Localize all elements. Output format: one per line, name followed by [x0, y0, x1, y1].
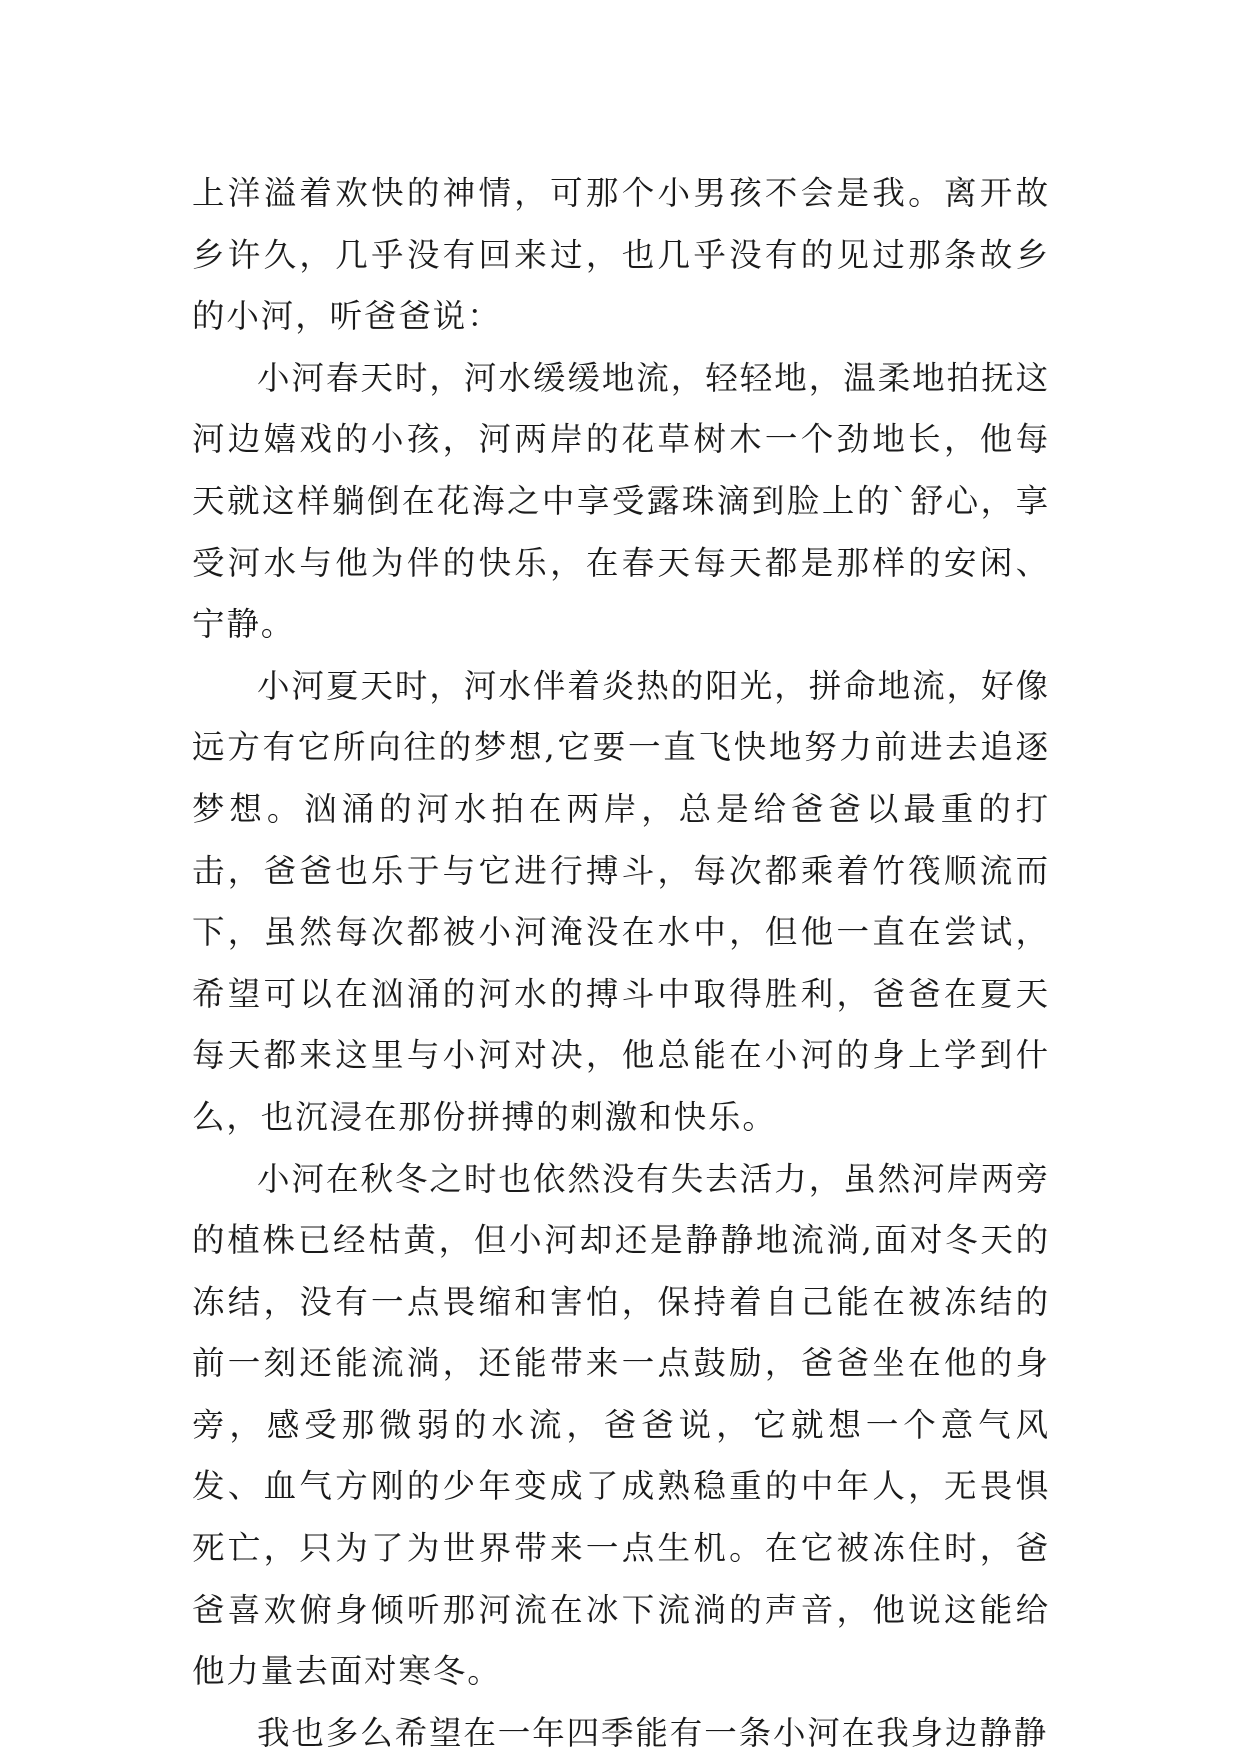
body-text	[192, 163, 1050, 1764]
paragraph-4: 小河在秋冬之时也依然没有失去活力，虽然河岸两旁的植株已经枯黄，但小河却还是静静地流淌,面对冬天的冻结，没有一点畏缩和害怕，保持着自己能在被冻结的前一刻还能流淌，还能带来一点鼓励，爸爸坐在他的身旁，感受那微弱的水流，爸爸说，它就想一个意气风发、血气方刚的少年变成了成熟稳重的中年人，无畏惧死亡，只为了为世界带来一点生机。在它被冻住时，爸爸喜欢俯身倾听那河流在冰下流淌的声音，他说这能给他力量去面对寒冬。	[192, 1159, 1050, 1691]
paragraph-3: 小河夏天时，河水伴着炎热的阳光，拼命地流，好像远方有它所向往的梦想,它要一直飞快地努力前进去追逐梦想。汹涌的河水拍在两岸，总是给爸爸以最重的打击，爸爸也乐于与它进行搏斗，每次都乘着竹筏顺流而下，虽然每次都被小河淹没在水中，但他一直在尝试，希望可以在汹涌的河水的搏斗中取得胜利，爸爸在夏天每天都来这里与小河对决，他总能在小河的身上学到什么，也沉浸在那份拼搏的刺激和快乐。	[192, 666, 1050, 1136]
paragraph-5: 我也多么希望在一年四季能有一条小河在我身边静静	[257, 1713, 1049, 1752]
paragraph-2: 小河春天时，河水缓缓地流，轻轻地，温柔地拍抚这河边嬉戏的小孩，河两岸的花草树木一个劲地长，他每天就这样躺倒在花海之中享受露珠滴到脸上的`舒心，享受河水与他为伴的快乐，在春天每天都是那样的安闲、宁静。	[192, 358, 1050, 644]
paragraph-1: 上洋溢着欢快的神情，可那个小男孩不会是我。离开故乡许久，几乎没有回来过，也几乎没有的见过那条故乡的小河，听爸爸说：	[192, 174, 1050, 336]
